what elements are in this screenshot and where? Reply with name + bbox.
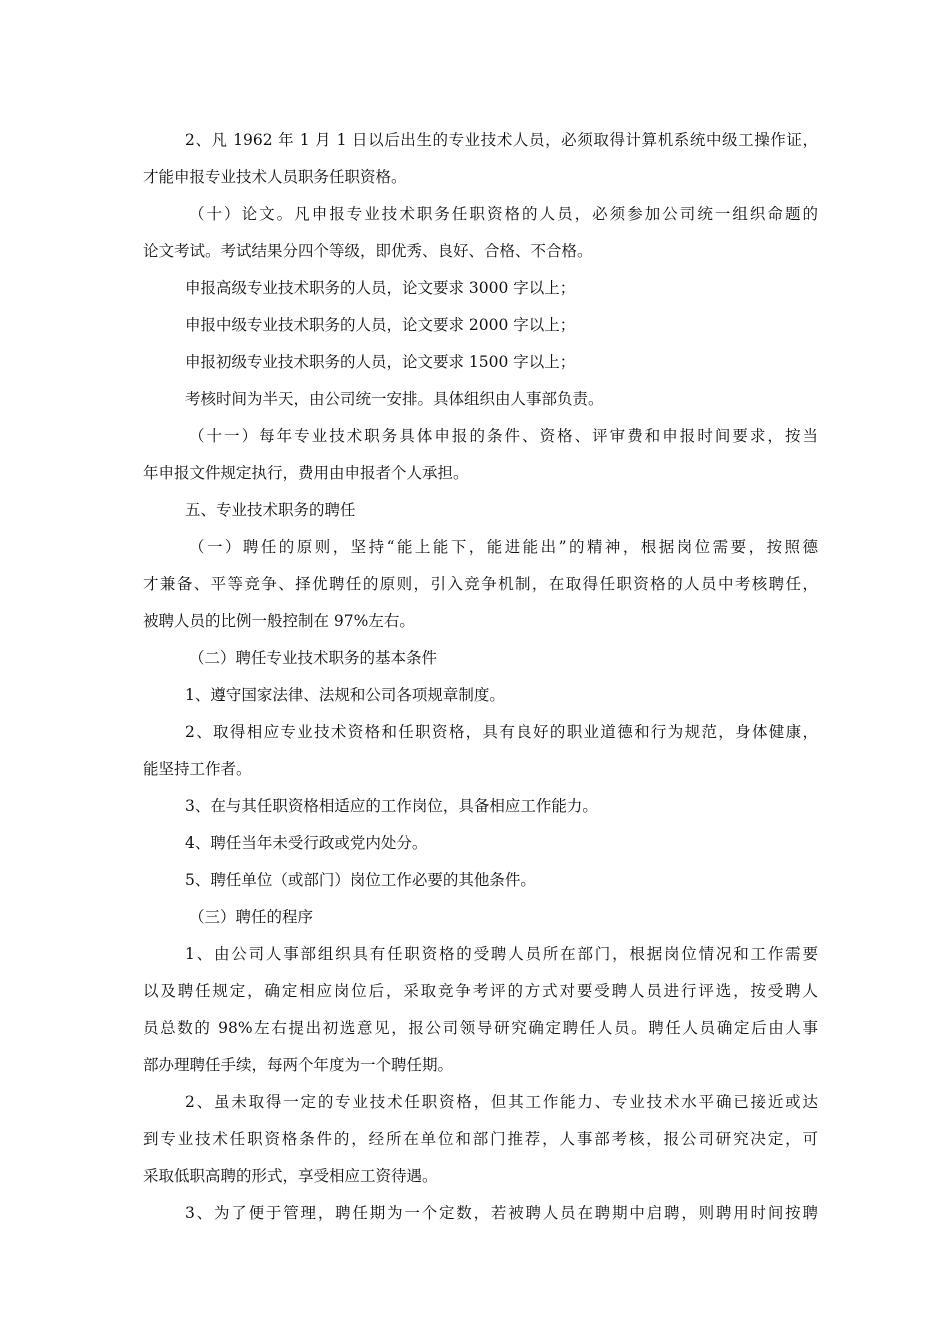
text-line: （二）聘任专业技术职务的基本条件 [189, 649, 438, 667]
paragraph [143, 381, 818, 418]
text-line: （三）聘任的程序 [189, 908, 314, 926]
paragraph [143, 677, 818, 714]
subsection-heading [143, 899, 818, 936]
text-line: 才能申报专业技术人员职务任职资格。 [143, 168, 407, 186]
text-line: 五、专业技术职务的聘任 [185, 501, 356, 519]
paragraph [143, 418, 818, 492]
paragraph [143, 307, 818, 344]
text-line: 4、聘任当年未受行政或党内处分。 [185, 834, 428, 852]
text-line: 1、遵守国家法律、法规和公司各项规章制度。 [185, 686, 505, 704]
text-line: 能坚持工作者。 [143, 760, 252, 778]
text-line: 采取低职高聘的形式，享受相应工资待遇。 [143, 1167, 438, 1185]
text-line: 到专业技术任职资格条件的，经所在单位和部门推荐，人事部考核，报公司研究决定，可 [143, 1130, 818, 1148]
paragraph [143, 344, 818, 381]
text-line: （十）论文。凡申报专业技术职务任职资格的人员，必须参加公司统一组织命题的 [189, 205, 818, 223]
paragraph [143, 270, 818, 307]
paragraph [143, 1084, 818, 1195]
text-line: 2、取得相应专业技术资格和任职资格，具有良好的职业道德和行为规范，身体健康， [185, 723, 818, 741]
text-line: 以及聘任规定，确定相应岗位后，采取竞争考评的方式对要受聘人员进行评选，按受聘人 [143, 982, 818, 1000]
paragraph [143, 714, 818, 788]
text-line: 3、在与其任职资格相适应的工作岗位，具备相应工作能力。 [185, 797, 598, 815]
text-line: 年申报文件规定执行，费用由申报者个人承担。 [143, 464, 469, 482]
paragraph [143, 1195, 818, 1232]
paragraph [143, 529, 818, 640]
subsection-heading [143, 640, 818, 677]
text-line: （一）聘任的原则，坚持“能上能下，能进能出”的精神，根据岗位需要，按照德 [189, 538, 818, 556]
text-line: 论文考试。考试结果分四个等级，即优秀、良好、合格、不合格。 [143, 242, 593, 260]
paragraph [143, 122, 818, 196]
paragraph [143, 788, 818, 825]
text-line: 2、虽未取得一定的专业技术任职资格，但其工作能力、专业技术水平确已接近或达 [185, 1093, 818, 1111]
paragraph [143, 196, 818, 270]
text-line: 5、聘任单位（或部门）岗位工作必要的其他条件。 [185, 871, 536, 889]
text-line: （十一）每年专业技术职务具体申报的条件、资格、评审费和申报时间要求，按当 [189, 427, 818, 445]
text-line: 申报中级专业技术职务的人员，论文要求 2000 字以上； [185, 316, 576, 334]
text-line: 才兼备、平等竞争、择优聘任的原则，引入竞争机制，在取得任职资格的人员中考核聘任， [143, 575, 818, 593]
text-line: 被聘人员的比例一般控制在 97%左右。 [143, 612, 415, 630]
text-line: 1、由公司人事部组织具有任职资格的受聘人员所在部门，根据岗位情况和工作需要 [185, 945, 818, 963]
section-heading [143, 492, 818, 529]
text-line: 员总数的 98%左右提出初选意见，报公司领导研究确定聘任人员。聘任人员确定后由人事 [143, 1019, 818, 1037]
text-line: 2、凡 1962 年 1 月 1 日以后出生的专业技术人员，必须取得计算机系统中级工操作证， [185, 131, 818, 149]
paragraph [143, 936, 818, 1084]
text-line: 申报初级专业技术职务的人员，论文要求 1500 字以上； [185, 353, 576, 371]
paragraph [143, 862, 818, 899]
text-line: 部办理聘任手续，每两个年度为一个聘任期。 [143, 1056, 454, 1074]
document-body [143, 122, 818, 1232]
text-line: 考核时间为半天，由公司统一安排。具体组织由人事部负责。 [185, 390, 604, 408]
text-line: 3、为了便于管理，聘任期为一个定数，若被聘人员在聘期中启聘，则聘用时间按聘 [185, 1204, 818, 1222]
paragraph [143, 825, 818, 862]
text-line: 申报高级专业技术职务的人员，论文要求 3000 字以上； [185, 279, 576, 297]
